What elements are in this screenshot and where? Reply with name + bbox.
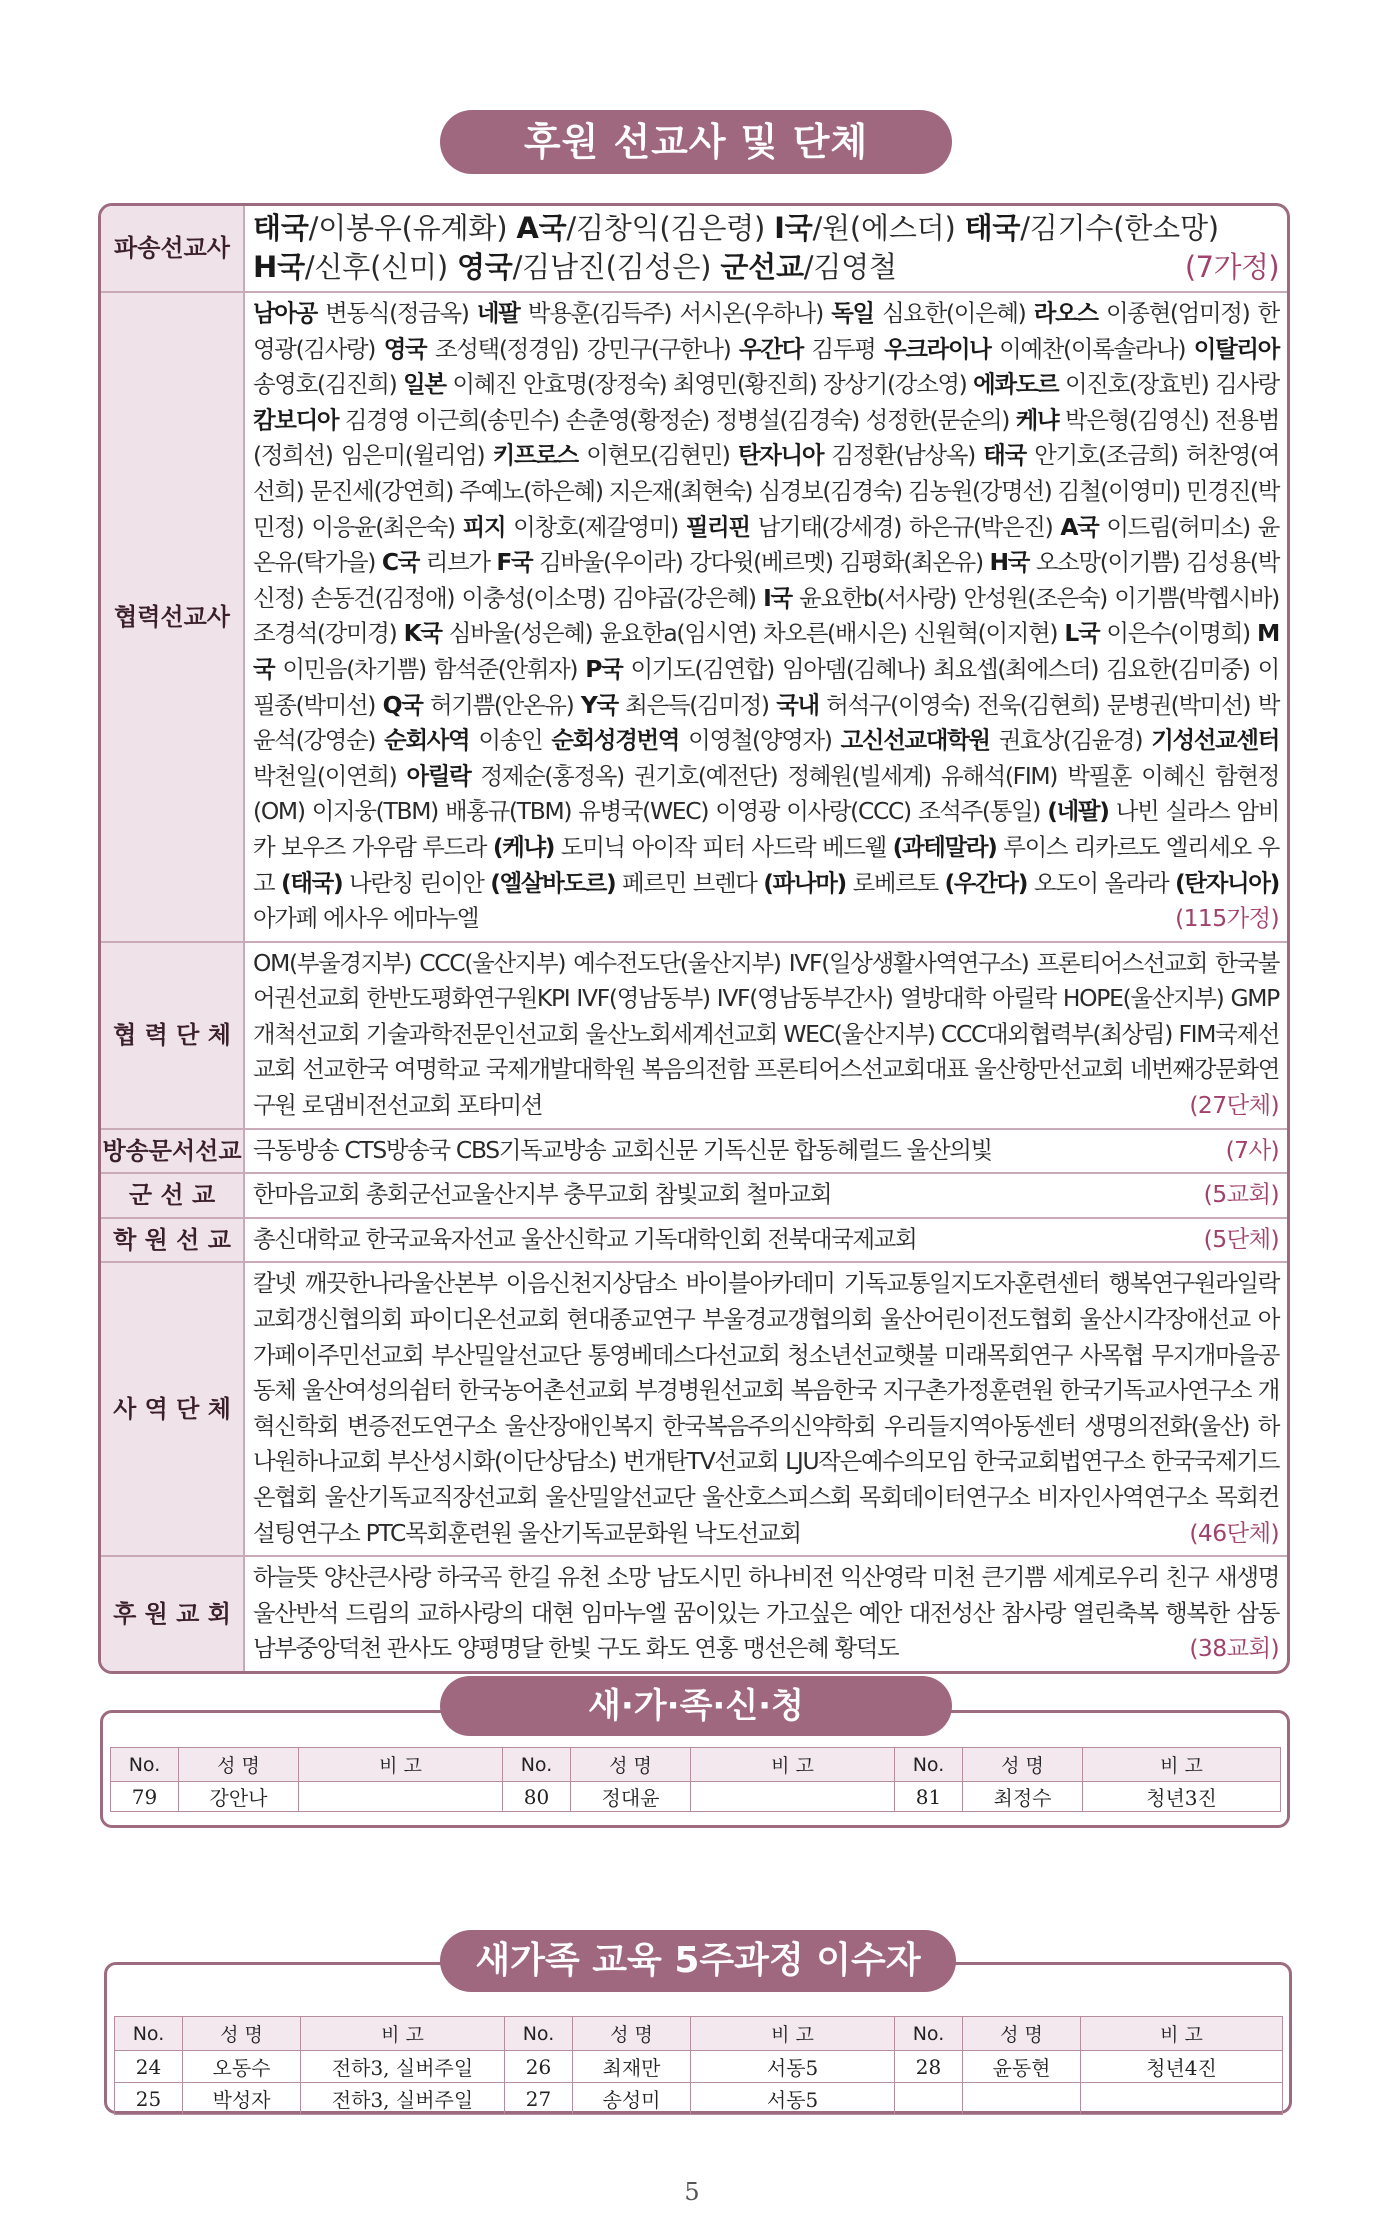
sponsor-row-content: OM(부울경지부) CCC(울산지부) 예수전도단(울산지부) IVF(일상생활사역연구소) 프론티어스선교회 한국불어권선교회 한반도평화연구원KPI IVF(영남동부) IVF(영남동부간사) 열방대학 아릴락 HOPE(울산지부) GMP개척선교회 기술과학전문인선교회 울산노회세계선교회 WEC(울산지부) CCC대외협력부(최상림) FIM국제선교회 선교한국 여명학교 국제개발대학원 복음의전함 프론티어스선교회대표 울산항만선교회 네번째강문화연구원 로댐비전선교회 포타미션 (27단체) [245,943,1287,1128]
table-row [115,2051,1283,2083]
column-header: 비 고 [691,2017,895,2051]
table-cell: 청년4진 [1081,2051,1283,2083]
column-header: 비 고 [1081,2017,1283,2051]
column-header: No. [115,2017,183,2051]
sponsor-table [98,203,1290,1674]
sponsor-row-content: 한마음교회 총회군선교울산지부 충무교회 참빛교회 철마교회 (5교회) [245,1174,1287,1217]
sponsor-row-content: 태국/이봉우(유계화) A국/김창익(김은령) I국/원(에스더) 태국/김기수(한소망) H국/신후(신미) 영국/김남진(김성은) 군선교/김영철 (7가정) [245,206,1287,291]
count-badge: (115가정) [1175,904,1279,933]
count-badge: (27단체) [1189,1091,1279,1120]
table-cell: 27 [505,2083,573,2115]
sponsor-row [101,1555,1287,1671]
sponsor-row [101,1261,1287,1555]
table-cell: 송성미 [573,2083,691,2115]
table-cell: 박성자 [183,2083,301,2115]
column-header: 성 명 [963,1748,1083,1782]
table-cell: 81 [895,1782,963,1812]
table-cell: 79 [111,1782,179,1812]
count-badge: (5단체) [1203,1224,1279,1253]
table-header-row [115,2017,1283,2051]
table-cell: 최정수 [963,1782,1083,1812]
column-header: 성 명 [573,2017,691,2051]
column-header: No. [505,2017,573,2051]
table-cell [895,2083,963,2115]
column-header: 비 고 [1083,1748,1281,1782]
sponsor-row [101,1217,1287,1262]
column-header: No. [895,2017,963,2051]
table-cell: 최재만 [573,2051,691,2083]
sponsor-row-label: 후 원 교 회 [101,1557,245,1671]
newfamily-title: 새·가·족·신·청 [440,1676,952,1736]
count-badge: (7가정) [1184,250,1279,284]
sponsor-row-label: 방송문서선교 [101,1130,245,1173]
column-header: 비 고 [301,2017,505,2051]
column-header: 성 명 [571,1748,691,1782]
count-badge: (38교회) [1189,1634,1279,1663]
column-header: No. [111,1748,179,1782]
education-table [114,2016,1283,2115]
count-badge: (5교회) [1203,1180,1279,1209]
sponsor-row-content: 남아공 변동식(정금옥) 네팔 박용훈(김득주) 서시온(우하나) 독일 심요한(이은혜) 라오스 이종현(엄미정) 한영광(김사랑) 영국 조성택(정경임) 강민구(구한나) 우간다 김두평 우크라이나 이예찬(이록솔라나) 이탈리아 송영호(김진희) 일본 이혜진 안효명(장정숙) 최영민(황진희) 장상기(강소영) 에콰도르 이진호(장효빈) 김사랑 캄보디아 김경영 이근희(송민수) 손춘영(황정순) 정병설(김경숙) 성정한(문순의) 케냐 박은형(김영신) 전용범(정희선) 임은미(윌리엄) 키프로스 이현모(김현민) 탄자니아 김정환(남상옥) 태국 안기호(조금희) 허찬영(여선희) 문진세(강연희) 주예노(하은혜) 지은재(최현숙) 심경보(김경숙) 김농원(강명선) 김철(이영미) 민경진(박민정) 이응윤(최은숙) 피지 이창호(제갈영미) 필리핀 남기태(강세경) 하은규(박은진) A국 이드림(허미소) 윤온유(탁가을) C국 리브가 F국 김바울(우이라) 강다윗(베르멧) 김평화(최온유) H국 오소망(이기쁨) 김성용(박신정) 손동건(김정애) 이충성(이소명) 김야곱(강은혜) I국 윤요한b(서사랑) 안성원(조은숙) 이기쁨(박헵시바) 조경석(강미경) K국 심바울(성은혜) 윤요한a(임시연) 차오른(배시은) 신원혁(이지현) L국 이은수(이명희) M국 이민음(차기쁨) 함석준(안휘자) P국 이기도(김연합) 임아뎀(김혜나) 최요셉(최에스더) 김요한(김미중) 이필종(박미선) Q국 허기쁨(안온유) Y국 최은득(김미정) 국내 허석구(이영숙) 전욱(김현희) 문병권(박미선) 박윤석(강영순) 순회사역 이송인 순회성경번역 이영철(양영자) 고신선교대학원 권효상(김윤경) 기성선교센터 박천일(이연희) 아릴락 정제순(홍정옥) 권기호(예전단) 정혜원(빌세계) 유해석(FIM) 박필훈 이혜신 함현정(OM) 이지웅(TBM) 배홍규(TBM) 유병국(WEC) 이영광 이사랑(CCC) 조석주(통일) (네팔) 나빈 실라스 암비카 보우즈 가우람 루드라 (케냐) 도미닉 아이작 피터 사드락 베드웰 (과테말라) 루이스 리카르도 엘리세오 우고 (태국) 나란칭 린이안 (엘살바도르) 페르민 브렌다 (파나마) 로베르토 (우간다) 오도이 올라라 (탄자니아) 아가페 에사우 에마누엘 (115가정) [245,293,1287,941]
sponsor-row [101,291,1287,941]
column-header: 비 고 [691,1748,895,1782]
count-badge: (7사) [1225,1135,1279,1164]
table-cell: 전하3, 실버주일 [301,2051,505,2083]
column-header: 비 고 [299,1748,503,1782]
column-header: No. [503,1748,571,1782]
table-cell: 25 [115,2083,183,2115]
sponsor-row-label: 사 역 단 체 [101,1263,245,1555]
column-header: 성 명 [963,2017,1081,2051]
table-cell: 26 [505,2051,573,2083]
table-cell: 강안나 [179,1782,299,1812]
sponsor-row-label: 군 선 교 [101,1174,245,1217]
sponsor-section-title: 후원 선교사 및 단체 [440,110,952,174]
newfamily-table [110,1747,1281,1812]
table-row [115,2083,1283,2115]
table-cell: 24 [115,2051,183,2083]
sponsor-row-label: 협 력 단 체 [101,943,245,1128]
page-number: 5 [684,2178,700,2206]
sponsor-row [101,941,1287,1128]
table-cell: 28 [895,2051,963,2083]
sponsor-row-content: 칼넷 깨끗한나라울산본부 이음신천지상담소 바이블아카데미 기독교통일지도자훈련센터 행복연구원라일락 교회갱신협의회 파이디온선교회 현대종교연구 부울경교갱협의회 울산어린이전도협회 울산시각장애선교 아가페이주민선교회 부산밀알선교단 통영베데스다선교회 청소년선교햇불 미래목회연구 사목협 무지개마을공동체 울산여성의쉼터 한국농어촌선교회 부경병원선교회 복음한국 지구촌가정훈련원 한국기독교사연구소 개혁신학회 변증전도연구소 울산장애인복지 한국복음주의신약학회 우리들지역아동센터 생명의전화(울산) 하나원하나교회 부산성시화(이단상담소) 번개탄TV선교회 LJU작은예수의모임 한국교회법연구소 한국국제기드온협회 울산기독교직장선교회 울산밀알선교단 울산호스피스회 목회데이터연구소 비자인사역연구소 목회컨설팅연구소 PTC목회훈련원 울산기독교문화원 낙도선교회 (46단체) [245,1263,1287,1555]
sponsor-row-label: 파송선교사 [101,206,245,291]
table-cell [1081,2083,1283,2115]
table-cell [691,1782,895,1812]
column-header: No. [895,1748,963,1782]
sponsor-row-content: 하늘뜻 양산큰사랑 하국곡 한길 유천 소망 남도시민 하나비전 익산영락 미천 큰기쁨 세계로우리 친구 새생명 울산반석 드림의 교하사랑의 대현 임마누엘 꿈이있는 가고싶은 예안 대전성산 참사랑 열린축복 행복한 삼동 남부중앙덕천 관사도 양평명달 한빛 구도 화도 연홍 맹선은혜 황덕도 (38교회) [245,1557,1287,1671]
table-header-row [111,1748,1281,1782]
sponsor-row-label: 협력선교사 [101,293,245,941]
table-cell: 윤동현 [963,2051,1081,2083]
table-cell: 서동5 [691,2051,895,2083]
table-cell: 80 [503,1782,571,1812]
table-cell: 청년3진 [1083,1782,1281,1812]
sponsor-row [101,206,1287,291]
sponsor-row [101,1128,1287,1173]
sponsor-row-label: 학 원 선 교 [101,1219,245,1262]
sponsor-row-content: 극동방송 CTS방송국 CBS기독교방송 교회신문 기독신문 합동헤럴드 울산의빛 (7사) [245,1130,1287,1173]
sponsor-row [101,1172,1287,1217]
column-header: 성 명 [183,2017,301,2051]
table-cell: 오동수 [183,2051,301,2083]
count-badge: (46단체) [1189,1518,1279,1547]
education-title: 새가족 교육 5주과정 이수자 [440,1930,956,1992]
table-cell: 정대윤 [571,1782,691,1812]
table-cell [963,2083,1081,2115]
table-cell: 전하3, 실버주일 [301,2083,505,2115]
table-cell [299,1782,503,1812]
table-cell: 서동5 [691,2083,895,2115]
table-row [111,1782,1281,1812]
sponsor-row-content: 총신대학교 한국교육자선교 울산신학교 기독대학인회 전북대국제교회 (5단체) [245,1219,1287,1262]
column-header: 성 명 [179,1748,299,1782]
